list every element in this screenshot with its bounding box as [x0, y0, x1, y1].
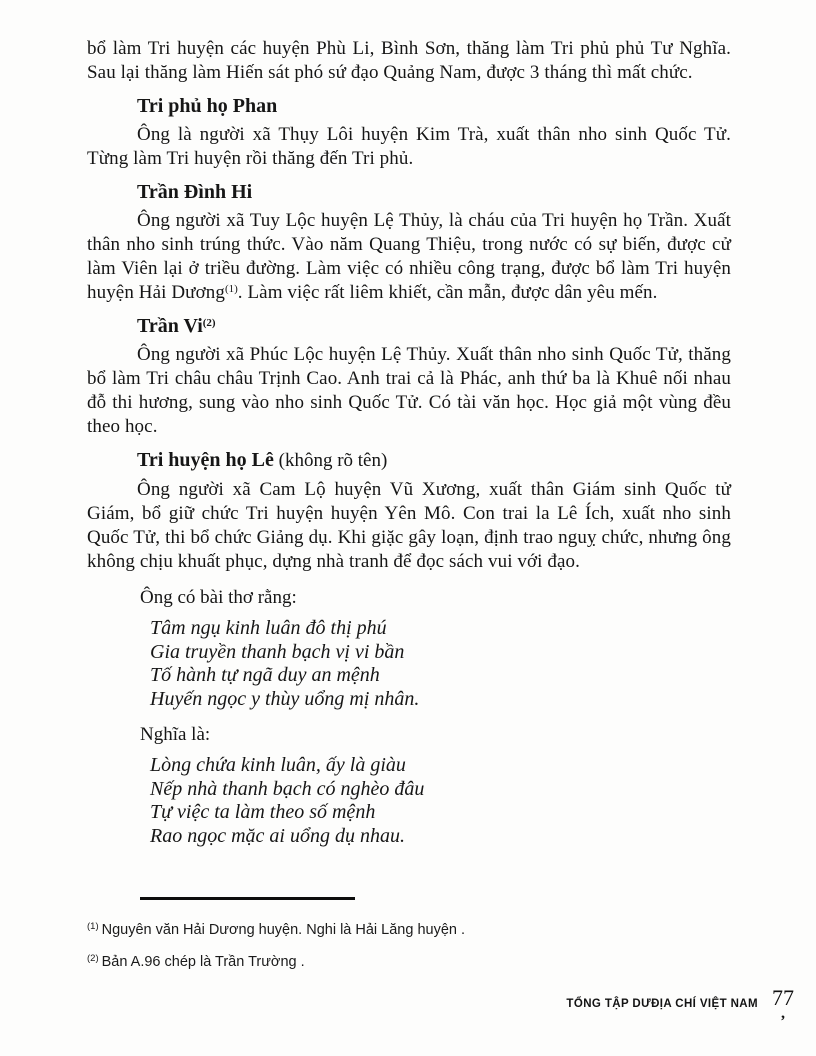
page-number-mark: , — [781, 1005, 785, 1022]
footnote-block — [87, 897, 731, 982]
poem-line: Huyến ngọc y thùy uổng mị nhân. — [150, 687, 420, 710]
heading-text: Trần Vi — [137, 315, 203, 337]
page-number: 77 — [772, 985, 794, 1010]
section-heading-tri-phu-ho-phan: Tri phủ họ Phan — [137, 95, 278, 117]
poem-line: Tố hành tự ngã duy an mệnh — [150, 664, 380, 686]
poem-line: Rao ngọc mặc ai uổng dụ nhau. — [150, 824, 405, 847]
heading-text: Tri huyện họ Lê — [137, 449, 274, 471]
footnote-1 — [87, 918, 731, 939]
section-paragraph: Ông người xã Phúc Lộc huyện Lệ Thủy. Xuất thân nho sinh Quốc Tử, thăng bổ làm Tri châu châu Trịnh Cao. Anh trai cả là Phác, anh thứ ba là Khuê nối nhau đỗ thi hương, sung vào nho sinh Quốc Tử. Có tài văn học. Học giả một vùng đều theo học. — [87, 344, 731, 437]
poem-translation-lead-in: Nghĩa là: — [140, 724, 211, 745]
paragraph-text: . Làm việc rất liêm khiết, cần mẫn, được dân yêu mến. — [237, 282, 658, 303]
footnote-divider — [140, 897, 355, 900]
intro-paragraph: bổ làm Tri huyện các huyện Phù Li, Bình Sơn, thăng làm Tri phủ phủ Tư Nghĩa. Sau lại thăng làm Hiến sát phó sứ đạo Quảng Nam, được 3 tháng thì mất chức. — [87, 38, 731, 83]
poem-line: Gia truyền thanh bạch vị vi bần — [150, 640, 405, 663]
page-footer — [566, 985, 794, 1022]
footnote-reference-1: (1) — [224, 283, 238, 295]
poem-lead-in: Ông có bài thơ rằng: — [140, 587, 297, 608]
footnote-marker: (2) — [87, 953, 99, 964]
footnote-marker: (1) — [87, 921, 99, 932]
poem-original — [150, 617, 731, 711]
section-paragraph — [87, 209, 731, 305]
poem-line: Nếp nhà thanh bạch có nghèo đâu — [150, 777, 425, 800]
paragraph-text: Ông người xã Tuy Lộc huyện Lệ Thủy, là cháu của Tri huyện họ Trần. Xuất thân nho sinh trúng thức. Vào năm Quang Thiệu, trong nước có sự biến, được cử làm Viên lại ở triều đường. Làm việc có nhiều công trạng, được bổ làm Tri huyện huyện Hải Dương — [87, 210, 731, 303]
heading-suffix: (không rõ tên) — [273, 450, 388, 471]
section-heading-tran-dinh-hi: Trần Đình Hi — [137, 181, 253, 203]
footnote-reference-2: (2) — [202, 317, 216, 329]
poem-line: Lòng chứa kinh luân, ấy là giàu — [150, 754, 406, 776]
poem-translation — [150, 754, 731, 848]
footnote-2 — [87, 950, 731, 971]
section-paragraph: Ông người xã Cam Lộ huyện Vũ Xương, xuất thân Giám sinh Quốc tử Giám, bổ giữ chức Tri huyện huyện Yên Mô. Con trai la Lê Ích, xuất nho sinh Quốc Tử, thi bổ chức Giảng dụ. Khi giặc gây loạn, định trao nguỵ chức, nhưng ông không chịu khuất phục, dựng nhà tranh để đọc sách vui với đạo. — [87, 479, 731, 572]
running-title: TỔNG TẬP DƯĐỊA CHÍ VIỆT NAM — [566, 998, 758, 1010]
footnote-text: Nguyên văn Hải Dương huyện. Nghi là Hải Lăng huyện . — [101, 922, 466, 938]
page-number-block — [772, 985, 794, 1022]
footnote-text: Bản A.96 chép là Trần Trường . — [101, 954, 305, 970]
section-heading-tran-vi — [137, 314, 731, 338]
section-paragraph: Ông là người xã Thụy Lôi huyện Kim Trà, xuất thân nho sinh Quốc Tử. Từng làm Tri huyện rồi thăng đến Tri phủ. — [87, 124, 731, 169]
section-heading-tri-huyen-ho-le — [137, 448, 731, 473]
poem-line: Tự việc ta làm theo số mệnh — [150, 801, 376, 823]
poem-line: Tâm ngụ kinh luân đô thị phú — [150, 617, 387, 639]
